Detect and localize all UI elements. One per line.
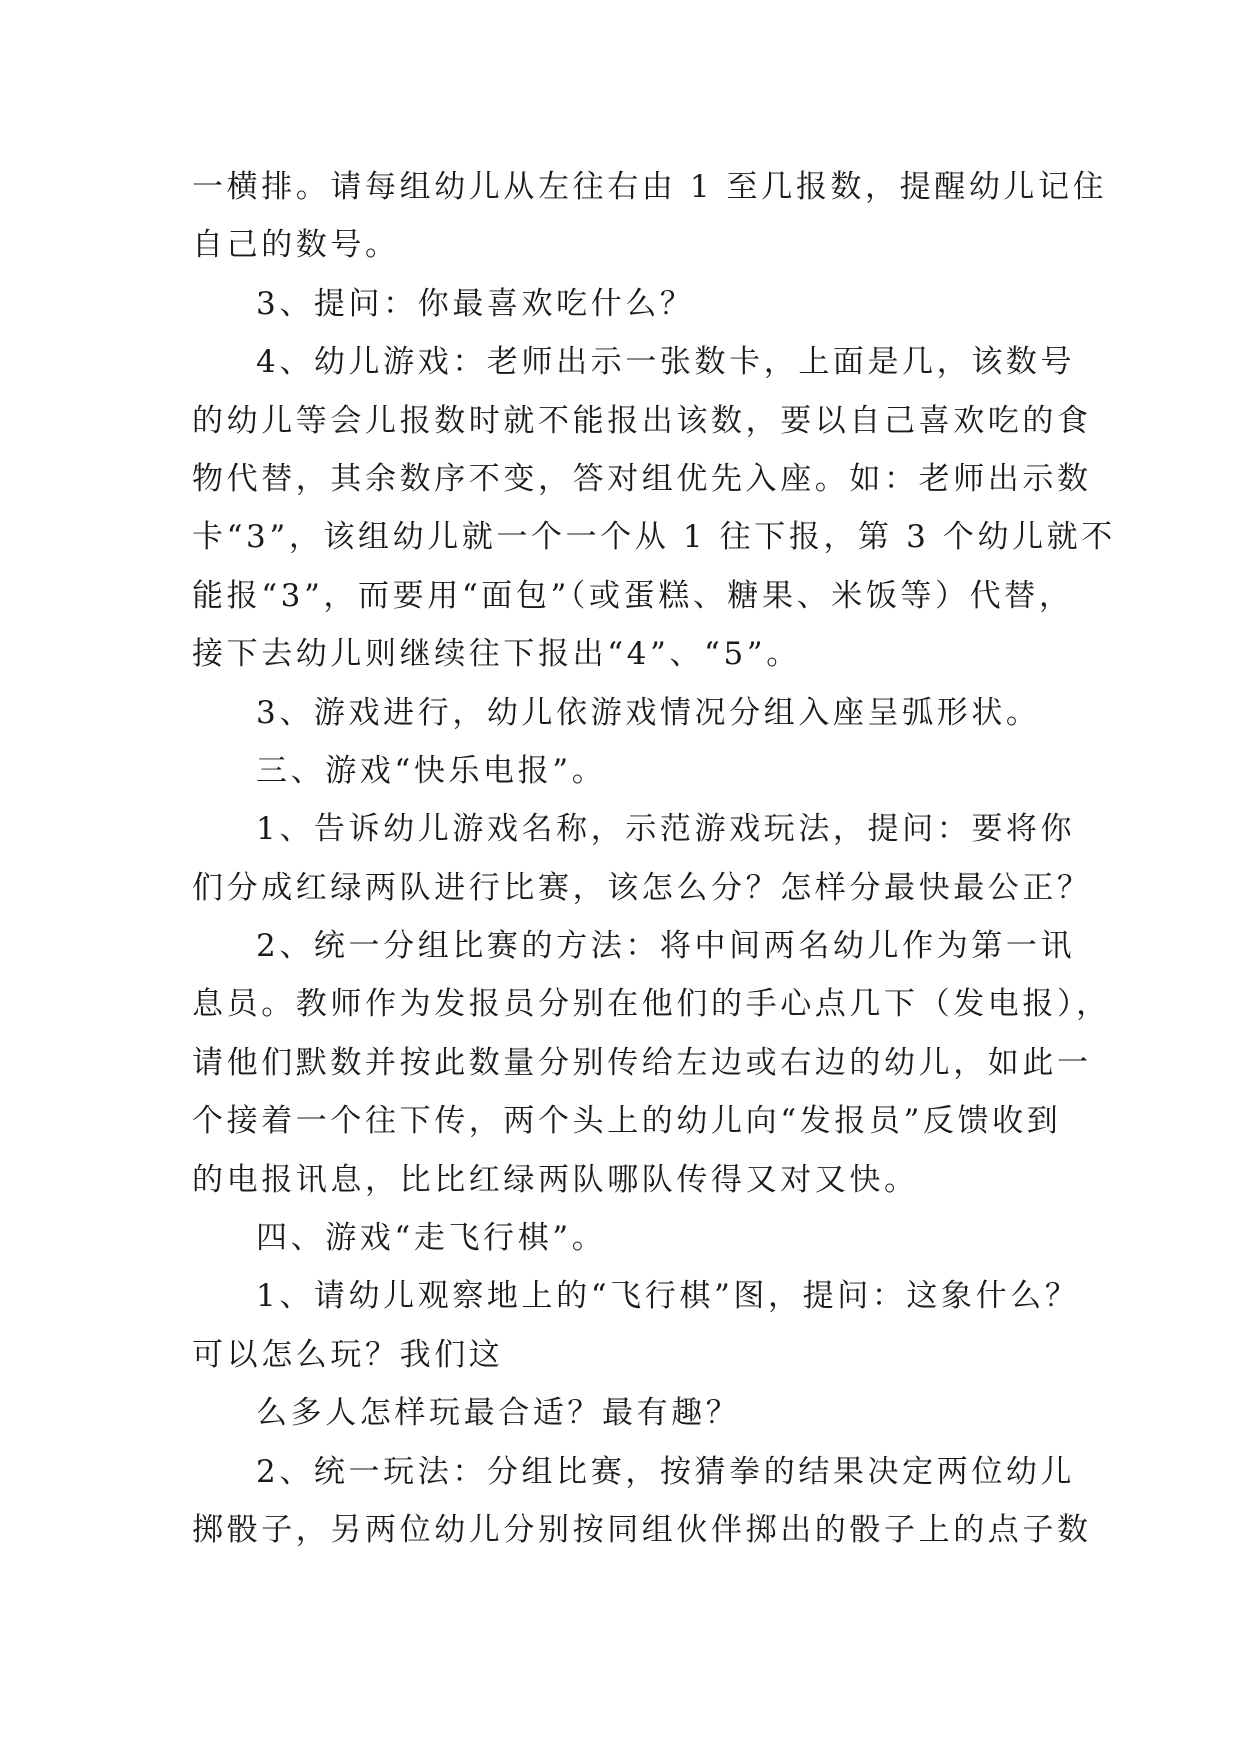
text-line: 息员。教师作为发报员分别在他们的手心点几下（发电报）， <box>192 986 1111 1023</box>
text-line: 自己的数号。 <box>192 227 400 264</box>
section-heading: 三、游戏“快乐电报”。 <box>256 752 607 789</box>
text-line: 2、统一分组比赛的方法：将中间两名幼儿作为第一讯 <box>256 928 1076 965</box>
text-line: 们分成红绿两队进行比赛，该怎么分？怎样分最快最公正？ <box>192 869 1092 906</box>
section-heading: 四、游戏“走飞行棋”。 <box>256 1220 607 1257</box>
text-line: 3、游戏进行，幼儿依游戏情况分组入座呈弧形状。 <box>256 694 1041 731</box>
text-line: 4、幼儿游戏：老师出示一张数卡，上面是几，该数号 <box>256 344 1076 381</box>
text-line: 1、请幼儿观察地上的“飞行棋”图，提问：这象什么？ <box>256 1278 1080 1315</box>
text-line: 可以怎么玩？我们这 <box>192 1336 504 1373</box>
text-line: 掷骰子，另两位幼儿分别按同组伙伴掷出的骰子上的点子数 <box>192 1511 1092 1548</box>
text-line: 的幼儿等会儿报数时就不能报出该数，要以自己喜欢吃的食 <box>192 402 1092 439</box>
text-line: 么多人怎样玩最合适？最有趣？ <box>256 1395 741 1432</box>
text-line: 物代替，其余数序不变，答对组优先入座。如：老师出示数 <box>192 460 1092 497</box>
text-line: 接下去幼儿则继续往下报出“4”、“5”。 <box>192 636 801 673</box>
document-body <box>192 158 1116 1559</box>
text-line: 卡“3”，该组幼儿就一个一个从 1 往下报，第 3 个幼儿就不 <box>192 519 1116 556</box>
text-line: 3、提问：你最喜欢吃什么？ <box>256 285 695 322</box>
text-line: 一横排。请每组幼儿从左往右由 1 至几报数，提醒幼儿记住 <box>192 169 1108 205</box>
text-line: 能报“3”，而要用“面包”（或蛋糕、糖果、米饭等）代替， <box>192 577 1074 614</box>
text-line: 个接着一个往下传，两个头上的幼儿向“发报员”反馈收到 <box>192 1103 1062 1140</box>
text-line: 的电报讯息，比比红绿两队哪队传得又对又快。 <box>192 1161 919 1198</box>
text-line: 2、统一玩法：分组比赛，按猜拳的结果决定两位幼儿 <box>256 1453 1076 1490</box>
text-line: 请他们默数并按此数量分别传给左边或右边的幼儿，如此一 <box>192 1044 1092 1081</box>
text-line: 1、告诉幼儿游戏名称，示范游戏玩法，提问：要将你 <box>256 811 1076 848</box>
